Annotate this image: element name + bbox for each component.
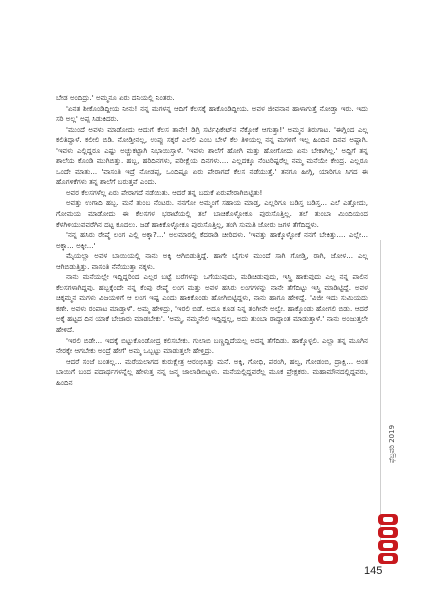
article-paragraph: ಅವತ್ತು ಉಗಾದಿ ಹಬ್ಬ. ಮನೆ ತುಂಬ ನೆಂಟರು. ನನಗೋ ಅಮ್ಮಂಗೆ ಸಹಾಯ ಮಾಡ್ತ, ಎಲ್ಲರಿಗೂ ಬಡಿಸ್ತ ಬಡಿಸ್ತ... ಎಲೆ ಎತ್ತೋದು, ಗೋಮಯ ಮಾಡೋದು ಈ ಕೆಲಸಗಳ ಭರಾಟೆಯಲ್ಲಿ ತಲೆ ಬಾಚಿಕೊಳ್ಳೋಕೂ ಪುರುಸೊತ್ತಿಲ್ಲ. ತಲೆ ತುಂಬಾ ಮಿಂದಿಯಂದ ಕೆಳಗಿಳಿಯುವವರೆಗಿನ ದಟ್ಟ ಕೂದಲು. ಜಡೆ ಹಾಕಿಕೊಳ್ಳೋಕೂ ಪುರುಸೊತ್ತಿಲ್ಲ, ತಂಗಿ ಸುಮತಿ ಜೋರು ಜಗಳ ತೆಗೆದಿದ್ದಳು. (56, 198, 368, 229)
margin-divider (380, 240, 381, 540)
article-paragraph: ಆದರೆ ಸಂಜೆ ಬಂತಲ್ಲ... ಮರೆಯಲಾಗದ ಕುರುಕ್ಷೇತ್ರ ಆರಂಭಿಸಿತ್ತು ಮನೆ. ಅಕ್ಕಿ, ಗೋಧಿ, ಪರಂಗಿ, ಹಲ್ವ, ಗೋಡಂಬಿ, ದ್ರಾಕ್ಷಿ... ಅಂತ ಬಾಯಿಗೆ ಬಂದ ಪದಾರ್ಥಗಳನ್ನೆಲ್ಲ ಹೇಳುತ್ತ ನನ್ನ ಜನ್ಮ ಜಾಲಾಡಿಬಿಟ್ಟಳು. ಮನೆಯಲ್ಲಿದ್ದವರೆಲ್ಲ ಮೂಕ ಪ್ರೇಕ್ಷಕರು. ಮಹಾಮೌನದಲ್ಲಿದ್ದವರು, ಹಿಂದಿನ (56, 356, 368, 387)
article-paragraph: 'ನನ್ನ ಹಸಿರು ರೇಷ್ಮೆ ಲಂಗ ಎಲ್ಲಿ ಅಕ್ಕಾ?...' ಅಲಮಾರಲ್ಲಿ ಕೆದರಾಡಿ ಚೀರಿದಳು. 'ಇವತ್ತು ಹಾಕ್ಕೊಳ್ಳೋಕೆ ನನಗೆ ಬೇಕಿತ್ತು.... ಎಲ್ಲೇ... ಅಕ್ಕಾ... ಅಕ್ಕೀ...' (56, 230, 368, 250)
article-body (56, 93, 368, 388)
article-paragraph: ಅವರ ಕೆಲಸಗಳೆಲ್ಲ ಏರು ಪೇರಾಗದೆ ನಡೆಯಿತು. ಆದರೆ ತನ್ನ ಬದುಕೆ ಏರುಪೇರಾಗಿಬಿಟ್ಟಿತು! (66, 187, 263, 197)
issue-date-label: ಫೆಬ್ರವರಿ 2019 (388, 424, 396, 463)
page-number: 145 (364, 565, 383, 577)
article-paragraph: 'ಇರಲಿ ಬಿಡೇ... ಇದಕ್ಕೆ ಬಿಟ್ಟುಕೊಂಡೋದ್ರ ಕಲಿಸಬೇಕು. ಗುಲಾಬಿ ಬಣ್ಣದ್ದಿದೆಯಲ್ಲ ಅದನ್ನ ತೆಗೆದಿಡು. ಹಾಕ್ಕೊಳ್ಳಲಿ. ಎಲ್ಲಾ ತನ್ನ ಮೂಗಿನ ನೇರಕ್ಕೇ ಆಗಬೇಕು ಅಂದ್ರೆ ಹೇಗೆ' ಅಮ್ಮ ಒಬ್ಬಟ್ಟು ಮಾಡುತ್ತಲೇ ಹೇಳ್ತಿದ್ರು. (56, 335, 368, 356)
article-paragraph: ಬೇಡ ಅಂದಿದ್ರು.' ಅಮ್ಮನೂ ಏರು ದನಿಯಲ್ಲಿ ನಿಂತರು. (56, 93, 175, 102)
article-paragraph: 'ಏನತ ಶೀಕೊಂಡಿದ್ದೀಯ ನೀನು! ನನ್ನ ಮಗಳನ್ನ ಆದಿಗೆ ಕೆಲಸಕ್ಕೆ ಹಾಕೊಂಡಿದ್ದೀಯ. ಅವಳ ಜೀವನಾನ ಹಾಳಾಗುತ್ತೆ ನೋಡ್ತಾ ಇರು. ಇದು ಸರಿ ಅಲ್ಲ' ಅಪ್ಪ ಸಿಡುಕಿದರು. (56, 103, 368, 124)
article-paragraph: ನಾನು ಮನೆಯಲ್ಲೇ ಇದ್ದಿದ್ದರಿಂದ ಎಲ್ಲರ ಬಟ್ಟೆ ಬರೆಗಳನ್ನು ಒಗೆಯುವುದು, ಮಡಿಚಿಡುವುದು, ಇಸ್ತ್ರಿ ಹಾಕುವುದು ಎಲ್ಲ ನನ್ನ ಪಾಲಿನ ಕೆಲಸಗಳಾಗಿದ್ದವು. ಹಬ್ಬಕ್ಕೆಂದೇ ನನ್ನ ಕೆಂಪು ರೇಷ್ಮೆ ಲಂಗ ಮತ್ತು ಅವಳ ಹಸಿರು ಲಂಗಗಳನ್ನು ನಾನೇ ತೆಗೆದಿಟ್ಟು ಇಸ್ತ್ರಿ ಮಾಡಿಟ್ಟಿದ್ದೆ. ಅವಳ ಚಿಕ್ಕಮ್ಮನ ಮಗಳು ವಿಜಯಳಿಗೆ ಆ ಲಂಗ ಇಷ್ಟ ಎಂದು ಹಾಕಿಕೊಂಡು ಹೋಗಿಬಿಟ್ಟಿದ್ದಳು, ನಾನು ಹಾಗೂ ಹೇಳಿದ್ದೆ. 'ವಿಜೀ ಇದು ಸುಮಿಯದು ಕಣೇ. ಅವಳು ರಂಪಾಟ ಮಾಡ್ತಾಳೆ'. ಅಮ್ಮ ಹೇಳಿದ್ರು, 'ಇರಲಿ ಬಿಡೆ. ಅದೂ ಕೂಡ ನಿನ್ನ ತಂಗೀನೇ ಅಲ್ವೇ. ಹಾಕ್ಕೊಂಡು ಹೋಗಲಿ ಬಿಡು. ಆದರೆ ಅಕ್ಕೆ ಹಟ್ಟದ ದಿನ ಯಾಕೆ ಬೇಜಾರು ಮಾಡಬೇಕು'. 'ಅಮ್ಮ, ನಮ್ಮನೇಲಿ ಇದ್ದಿದ್ದಲ್ಲ, ಅದು ತುಂಬಾ ರಾದ್ಧಾಂತ ಮಾಡುತ್ತಾಳೆ.' ನಾನು ಅಂಜುತ್ತಲೇ ಹೇಳಿದೆ. (56, 272, 368, 335)
magazine-logo (375, 512, 401, 566)
article-paragraph: 'ಮುಂದೆ ಅವಳು ಮಾಡೋದು ಆದುಗೆ ಕೆಲಸ ತಾನೇ! ಡಿಗ್ರಿ ಸರ್ಟಿಫಿಕೇಟ್‌ನ ನೆಕ್ಕೋಕೆ ಆಗುತ್ತಾ!' ಅಮ್ಮನ ತಿರುಗಾಟ. 'ಈಗ್ಲಿಂದ ಎಲ್ಲ ಕಲಿತಿದ್ದಾಳೆ. ಕಲೀಲಿ ಬಿಡಿ. ನೋಡ್ತೀನಲ್ಲ, ಉಪ್ಪು ಸಕ್ಕರೆ ಎಲೆಲಿ ಎಂಬ ಬೇಳೆ ಕೆಲ ತಿಳಿಯಲ್ಲ ನನ್ನ ಮಗಳಿಗೆ ಇಲ್ಲ ಹಿಂದಿನ ದಿನವ ಅಷ್ಟಾಗಿ. 'ಇವಳು ಎಲ್ಲಿದ್ದರೂ ಎಷ್ಟು ಅಚ್ಚುಕಟ್ಟಾಗಿ ನಿಭಾಯಿಸ್ತಾಳೆ. 'ಇವಳು ಶಾಲೆಗೆ ಹೋಗಿ ಮತ್ತು ಹೋಗೋದು ಏನು ಬೇಕಾಗಿಲ್ಲ.' ಅದ್ದಿಗೆ ತನ್ನ ಶಾಲೆಯ ಕೊಂಡಿ ಮುಗಿಬಿತ್ತು. ಹಬ್ಬ, ಹರಿದಿನಗಳು, ಪರೀಕ್ಷೆಯ ದಿನಗಳು.... ಎಲ್ಲದಕ್ಕೂ ನೆಂಟರಿಷ್ಟರೆಲ್ಲ ನಮ್ಮ ಮನೆಯೇ ಕೇಂದ್ರ. ಎಲ್ಲರೂ ಒಂದೇ ಮಾತು... 'ವಾಸಂತಿ ಇದ್ರೆ ನೋಡಪ್ಪ, ಒಂದಿಷ್ಟೂ ಏರು ಪೇರಾಗದೆ ಕೆಲಸ ನಡೆಯುತ್ತೆ.' ತನಗೂ ಹೀಗ್ಗಿ, ಯಾರಿಗೂ ಸಿಗದ ಈ ಹೊಗಳಿಕೆಗಳು ತನ್ನ ಶಾಲೆಗೆ ಬರುತ್ತವೆ ಎಂದು. (56, 124, 368, 187)
article-paragraph: ಮೈಯಲ್ಲಾ ಅವಳ ಬಾಯಿಯಲ್ಲಿ ನಾನು ಅಕ್ಕಿ ಆಗಿಬಿಡುತ್ತಿದ್ದೆ. ಹಾಗೇ ಬೈಗುಳ ಮುಂದೆ ಸಾಗಿ ಗೋಡ್ತಿ, ರಾಗಿ, ಜೋಳ... ಎಲ್ಲ ಆಗಿಬಿಡುತ್ತಿತ್ತು. ವಾಸಂತಿ ನೆನೆಯುತ್ತಾ ನಕ್ಕಳು. (56, 251, 368, 271)
